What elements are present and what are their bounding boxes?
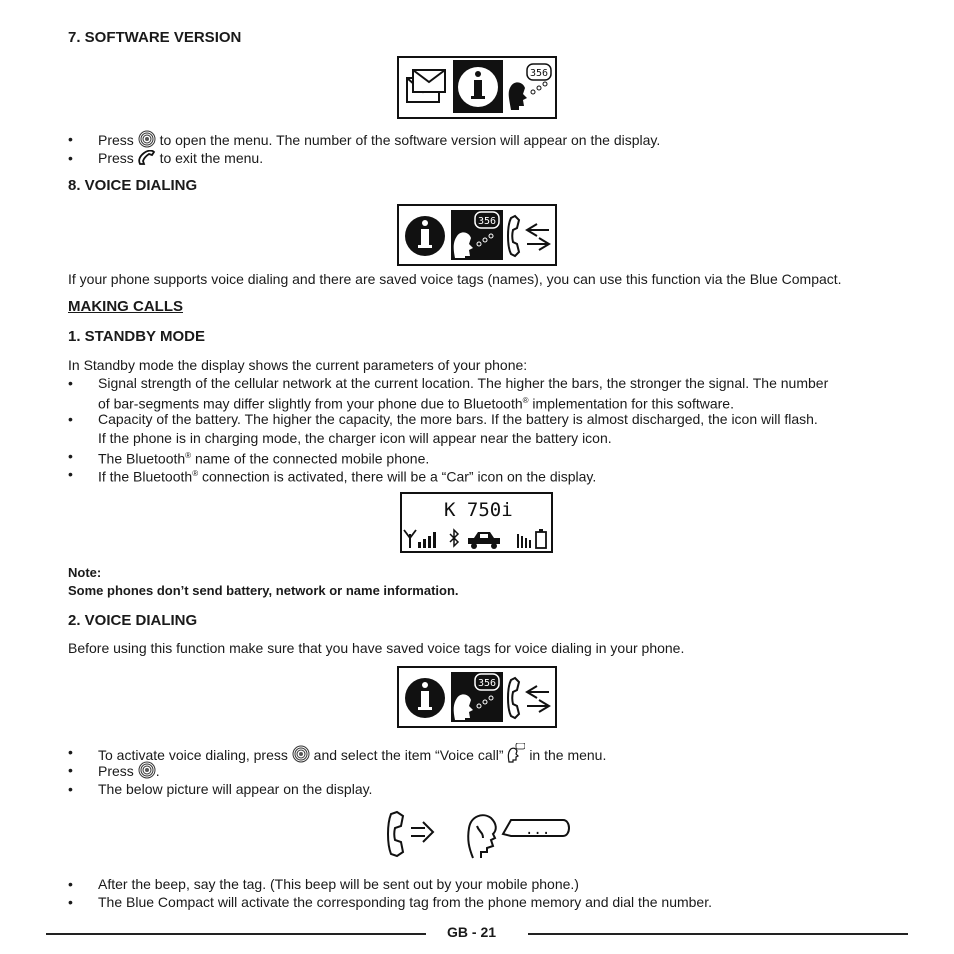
- speech-bubble-text: ...: [525, 822, 551, 838]
- phone-transfer-icon: [508, 678, 549, 718]
- voice-call-icon: [507, 743, 525, 763]
- voice-dialing-graphic: [399, 668, 555, 726]
- lcd-software-version-menu: [397, 56, 557, 119]
- envelope-icon: [407, 70, 445, 102]
- menu-button-icon: [138, 130, 156, 148]
- hangup-phone-icon: [138, 150, 156, 166]
- voice-dialing-display: [385, 808, 575, 860]
- talking-head-icon: [468, 815, 496, 858]
- signal-strength-icon: [404, 530, 436, 548]
- voice-dialing-menu-graphic: [399, 206, 555, 264]
- heading-voice-dialing: 2. VOICE DIALING: [68, 612, 198, 629]
- lcd-standby-display: [400, 492, 553, 553]
- phone-transfer-icon: [508, 216, 549, 256]
- phone-handset-icon: [388, 812, 403, 856]
- lcd-voice-dialing: [397, 666, 557, 728]
- info-icon: [405, 678, 445, 718]
- svg-text:356: 356: [478, 216, 497, 227]
- menu-button-icon: [292, 745, 310, 763]
- voice-call-icon: [509, 64, 551, 110]
- bluetooth-icon: [450, 530, 458, 546]
- voice-dialing-menu-description: If your phone supports voice dialing and there are saved voice tags (names), you can use this function via the Blue Compact.: [68, 271, 842, 287]
- voice-dialing-intro: Before using this function make sure that you have saved voice tags for voice dialing in your phone.: [68, 640, 685, 656]
- info-icon: [458, 67, 498, 107]
- info-icon: [405, 216, 445, 256]
- standby-intro: In Standby mode the display shows the current parameters of your phone:: [68, 357, 528, 373]
- footer-rule-left: [46, 933, 426, 935]
- page-number: GB - 21: [447, 924, 497, 940]
- standby-display-graphic: [402, 494, 551, 551]
- arrow-right-icon: [411, 822, 433, 842]
- menu-button-icon: [138, 761, 156, 779]
- heading-voice-dialing-menu: 8. VOICE DIALING: [68, 177, 198, 194]
- battery-icon: [517, 529, 546, 548]
- heading-standby-mode: 1. STANDBY MODE: [68, 328, 205, 345]
- heading-making-calls: MAKING CALLS: [68, 298, 183, 315]
- note-label: Note:: [68, 565, 102, 580]
- note-text: Some phones don’t send battery, network or name information.: [68, 583, 459, 598]
- svg-text:356: 356: [478, 678, 497, 689]
- car-icon: [468, 532, 500, 549]
- lcd-voice-dialing-menu: [397, 204, 557, 266]
- voice-dialing-display-graphic: [385, 808, 575, 860]
- software-version-menu-graphic: [399, 58, 555, 117]
- svg-text:356: 356: [530, 68, 549, 79]
- phone-name: K 750i: [444, 499, 513, 521]
- heading-software-version: 7. SOFTWARE VERSION: [68, 29, 242, 46]
- footer-rule-right: [528, 933, 908, 935]
